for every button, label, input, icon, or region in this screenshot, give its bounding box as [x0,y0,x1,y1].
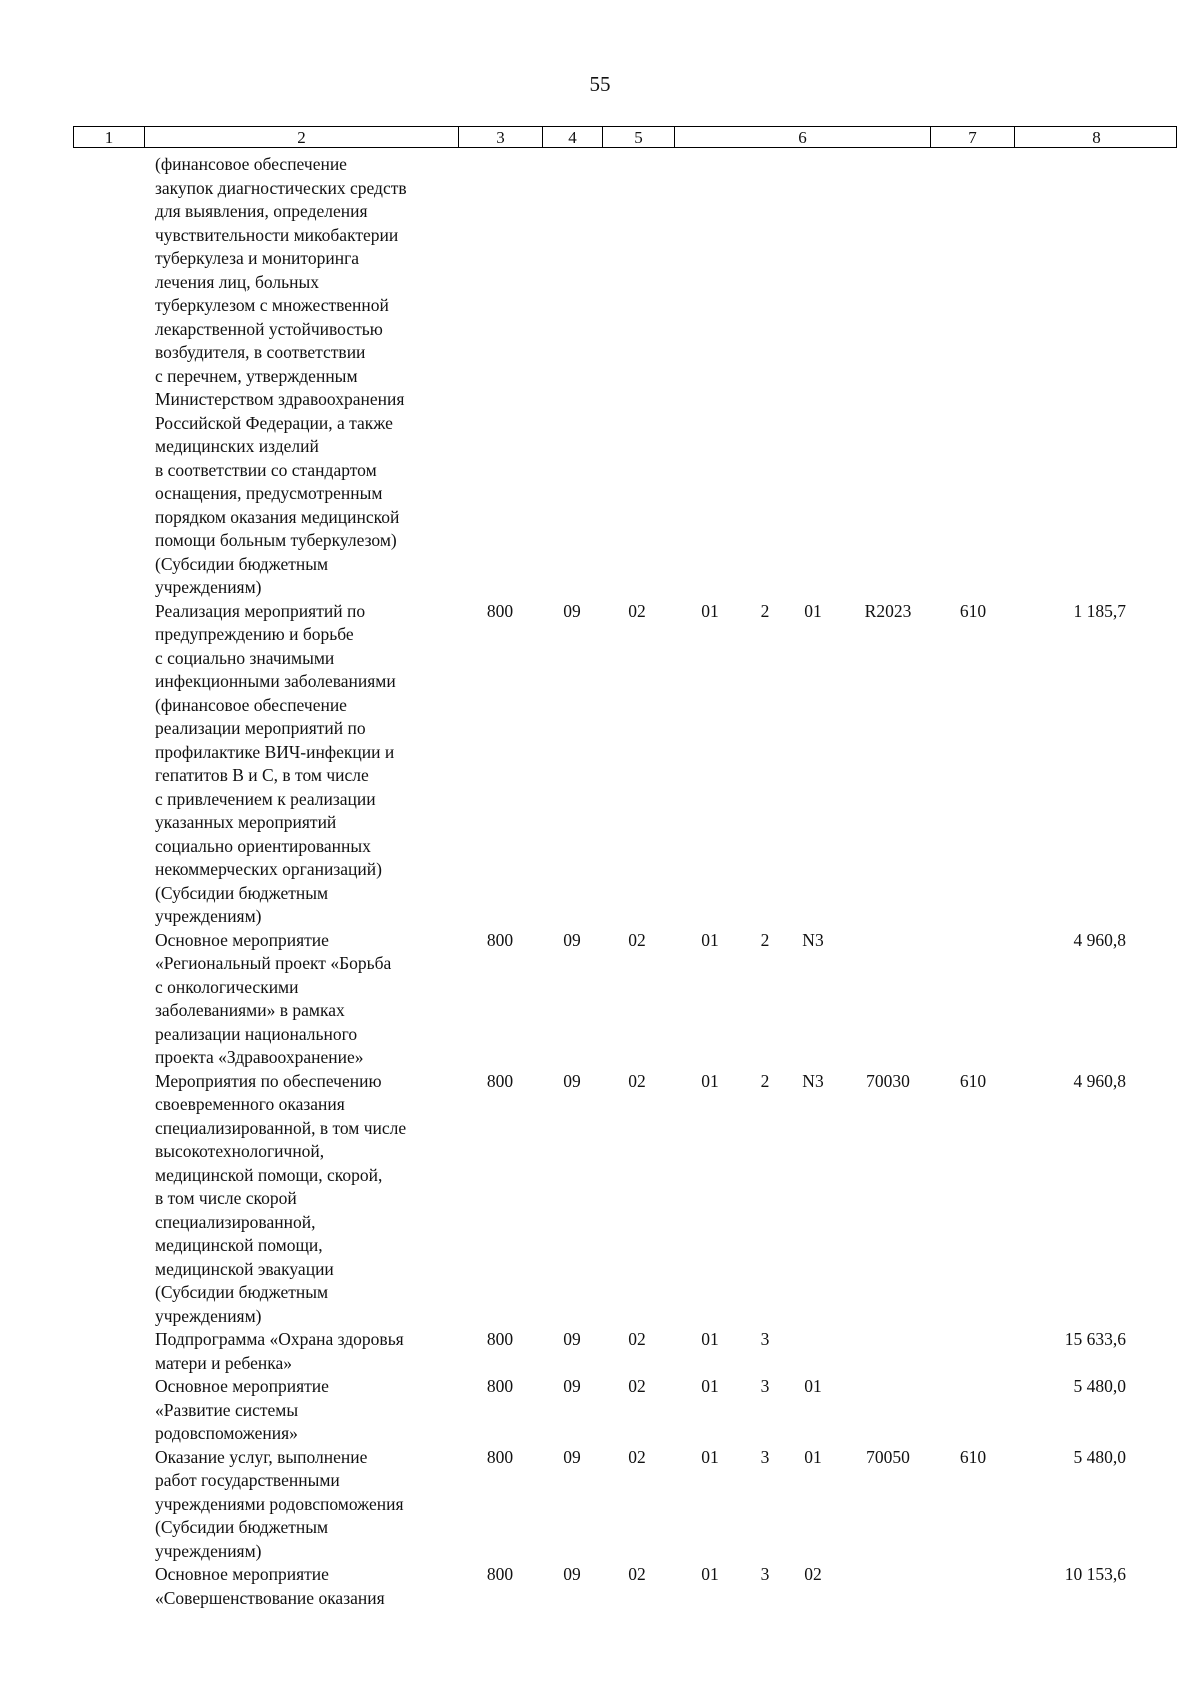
table-row [0,153,1200,600]
table-row [0,1446,1200,1564]
header-col-1: 1 [74,127,145,147]
cell-col-7: 610 [959,1446,987,1467]
cell-col-6-part1: 01 [701,1564,719,1584]
cell-col-3: 800 [486,1376,514,1396]
header-col-2: 2 [145,127,459,147]
table-row [0,600,1200,929]
cell-col-6-part3: 02 [804,1564,822,1584]
row-description: Подпрограмма «Охрана здоровья матери и ребенка» [155,1329,404,1373]
cell-col-3: 800 [486,1070,514,1091]
cell-col-8-amount: 4 960,8 [1073,929,1126,950]
table-row [0,1070,1200,1329]
cell-col-6-part1: 01 [701,1376,719,1396]
cell-col-6-part3: 01 [804,1446,822,1467]
table-row [0,1375,1200,1446]
cell-col-6-part2: 2 [760,600,770,621]
cell-col-5: 02 [628,1446,646,1467]
cell-col-6-part1: 01 [701,600,719,621]
cell-col-4: 09 [563,1070,581,1091]
cell-col-5: 02 [628,1376,646,1396]
cell-col-3: 800 [486,1446,514,1467]
cell-col-6-part1: 01 [701,929,719,950]
cell-col-6-part2: 3 [760,1376,770,1396]
row-description: Мероприятия по обеспечению своевременного оказания специализированной, в том числе высокотехнологичной, медицинской помощи, скорой, в том числе скорой специализированной, медицинской помощи, медицинской эвакуации (Субсидии бюджетным учреждениям) [155,1070,407,1326]
cell-col-5: 02 [628,929,646,950]
row-description: Основное мероприятие «Развитие системы родовспоможения» [155,1376,329,1443]
cell-col-6-part2: 2 [760,1070,770,1091]
cell-col-6-part1: 01 [701,1329,719,1349]
cell-col-6-part3: 01 [804,1376,822,1396]
cell-col-6-part2: 3 [760,1446,770,1467]
cell-col-3: 800 [486,1564,514,1584]
cell-col-5: 02 [628,1564,646,1584]
cell-col-8-amount: 1 185,7 [1073,600,1126,621]
cell-col-3: 800 [486,1329,514,1349]
cell-col-6-part4: R2023 [864,600,912,621]
cell-col-3: 800 [486,600,514,621]
cell-col-4: 09 [563,600,581,621]
cell-col-8-amount: 15 633,6 [1064,1329,1126,1349]
cell-col-5: 02 [628,600,646,621]
cell-col-7: 610 [959,1070,987,1091]
cell-col-5: 02 [628,1329,646,1349]
table-row [0,929,1200,1070]
header-col-6: 6 [675,127,931,147]
cell-col-6-part2: 2 [760,929,770,950]
row-description: Оказание услуг, выполнение работ государственными учреждениями родовспоможения (Субсидии бюджетным учреждениям) [155,1446,404,1561]
cell-col-5: 02 [628,1070,646,1091]
table-row [0,1328,1200,1375]
cell-col-6-part1: 01 [701,1070,719,1091]
row-description: (финансовое обеспечение закупок диагностических средств для выявления, определения чувствительности микобактерии туберкулеза и мониторинга лечения лиц, больных туберкулезом с множественной лекарственной устойчивостью возбудителя, в соответствии с перечнем, утвержденным Министерством здравоохранения Российской Федерации, а также медицинских изделий в соответствии со стандартом оснащения, предусмотренным порядком оказания медицинской помощи больным туберкулезом) (Субсидии бюджетным учреждениям) [155,154,407,597]
cell-col-6-part1: 01 [701,1446,719,1467]
header-col-3: 3 [459,127,543,147]
cell-col-3: 800 [486,929,514,950]
header-col-4: 4 [543,127,603,147]
cell-col-8-amount: 10 153,6 [1064,1564,1126,1584]
cell-col-6-part4: 70030 [866,1070,910,1091]
row-description: Основное мероприятие «Совершенствование оказания [155,1564,385,1608]
header-col-7: 7 [931,127,1015,147]
header-col-5: 5 [603,127,675,147]
cell-col-4: 09 [563,929,581,950]
row-description: Основное мероприятие «Региональный проект «Борьба с онкологическими заболеваниями» в рамках реализации национального проекта «Здравоохранение» [155,929,392,1067]
cell-col-4: 09 [563,1446,581,1467]
cell-col-6-part2: 3 [760,1329,770,1349]
table-row [0,1563,1200,1610]
cell-col-8-amount: 4 960,8 [1073,1070,1126,1091]
row-description: Реализация мероприятий по предупреждению и борьбе с социально значимыми инфекционными заболеваниями (финансовое обеспечение реализации мероприятий по профилактике ВИЧ-инфекции и гепатитов В и С, в том числе с привлечением к реализации указанных мероприятий социально ориентированных некоммерческих организаций) (Субсидии бюджетным учреждениям) [155,600,396,926]
header-col-8: 8 [1092,127,1101,147]
cell-col-4: 09 [563,1329,581,1349]
table-header [73,126,1177,148]
table-body [0,153,1200,1610]
cell-col-6-part3: 01 [804,600,822,621]
cell-col-6-part3: N3 [802,929,824,950]
cell-col-8-amount: 5 480,0 [1073,1376,1126,1396]
cell-col-4: 09 [563,1376,581,1396]
cell-col-6-part3: N3 [802,1070,824,1091]
cell-col-7: 610 [959,600,987,621]
page-number: 55 [589,72,611,96]
cell-col-4: 09 [563,1564,581,1584]
cell-col-6-part2: 3 [760,1564,770,1584]
cell-col-6-part4: 70050 [866,1446,910,1467]
cell-col-8-amount: 5 480,0 [1073,1446,1126,1467]
